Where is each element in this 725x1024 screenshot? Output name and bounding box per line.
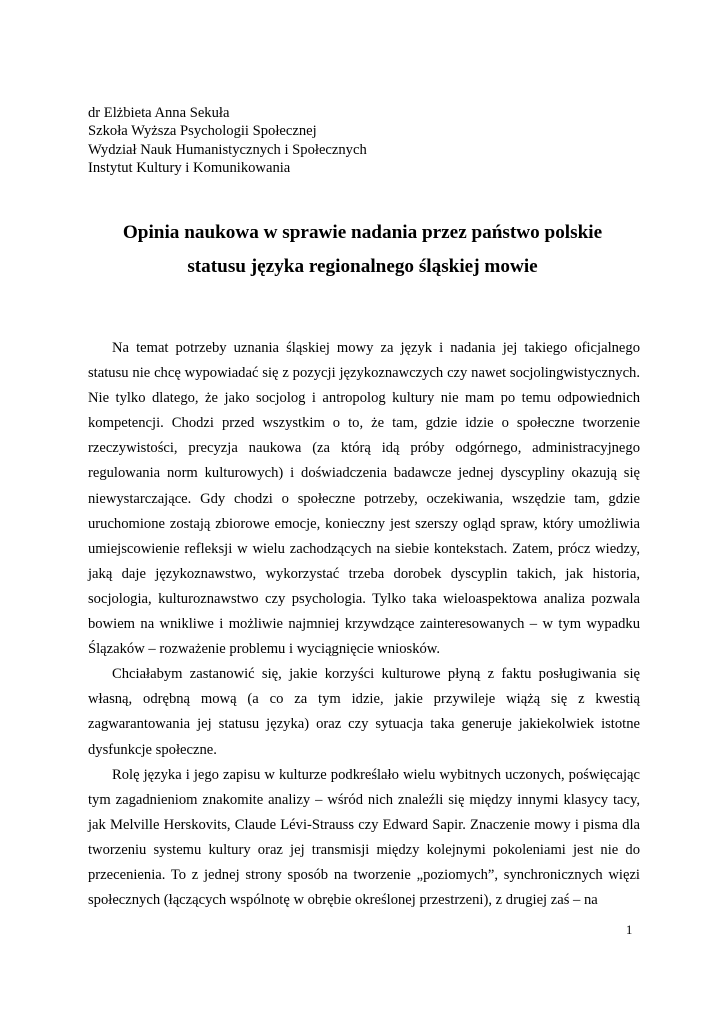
author-school: Szkoła Wyższa Psychologii Społecznej — [88, 123, 317, 140]
body-paragraph-2: Chciałabym zastanowić się, jakie korzyści kulturowe płyną z faktu posługiwania się własną, odrębną mową (a co za tym idzie, jakie przywileje wiążą się z kwestią zagwarantowania jej statusu języka) oraz czy sytuacja taka generuje jakiekolwiek istotne dysfunkcje społeczne. — [88, 666, 640, 758]
author-name: dr Elżbieta Anna Sekuła — [88, 105, 230, 121]
document-title-line-2: statusu języka regionalnego śląskiej mowie — [187, 256, 538, 277]
author-institute: Instytut Kultury i Komunikowania — [88, 160, 291, 177]
body-paragraph-3: Rolę języka i jego zapisu w kulturze podkreślało wielu wybitnych uczonych, poświęcając tym zagadnieniom znakomite analizy – wśród nich znaleźli się między innymi klasycy tacy, jak Melville Herskovits, Claude Lévi-Strauss czy Edward Sapir. Znaczenie mowy i pisma dla tworzeniu systemu kultury oraz jej transmisji między kolejnymi pokoleniami jest nie do przecenienia. To z jednej strony sposób na tworzenie „poziomych”, synchronicznych więzi społecznych (łączących wspólnotę w obrębie określonej przestrzeni), z drugiej zaś – na — [88, 766, 640, 909]
document-body — [88, 336, 640, 913]
author-faculty: Wydział Nauk Humanistycznych i Społecznych — [88, 141, 367, 158]
author-block — [88, 104, 367, 178]
document-title-line-1: Opinia naukowa w sprawie nadania przez państwo polskie — [122, 222, 603, 243]
body-paragraph-1: Na temat potrzeby uznania śląskiej mowy za język i nadania jej takiego oficjalnego statusu nie chcę wypowiadać się z pozycji językoznawczych czy nawet socjolingwistycznych. Nie tylko dlatego, że jako socjolog i antropolog kultury nie mam po temu odpowiednich kompetencji. Chodzi przed wszystkim o to, że tam, gdzie idzie o społeczne tworzenie rzeczywistości, precyzja naukowa (za którą idą próby odgórnego, administracyjnego regulowania norm kulturowych) i doświadczenia badawcze jednej dyscypliny okazują się niewystarczające. Gdy chodzi o społeczne potrzeby, oczekiwania, wszędzie tam, gdzie uruchomione zostają zbiorowe emocje, konieczny jest szerszy ogląd spraw, który umożliwia umiejscowienie refleksji w wielu zachodzących na siebie kontekstach. Zatem, prócz wiedzy, jaką daje językoznawstwo, wykorzystać trzeba dorobek dyscyplin takich, jak historia, socjologia, kulturoznawstwo czy psychologia. Tylko taka wieloaspektowa analiza pozwala bowiem na wnikliwe i możliwie najmniej krzywdzące zainteresowanych – w tym wypadku Ślązaków – rozważenie problemu i wyciągnięcie wniosków. — [88, 340, 640, 658]
page-number: 1 — [626, 923, 633, 937]
